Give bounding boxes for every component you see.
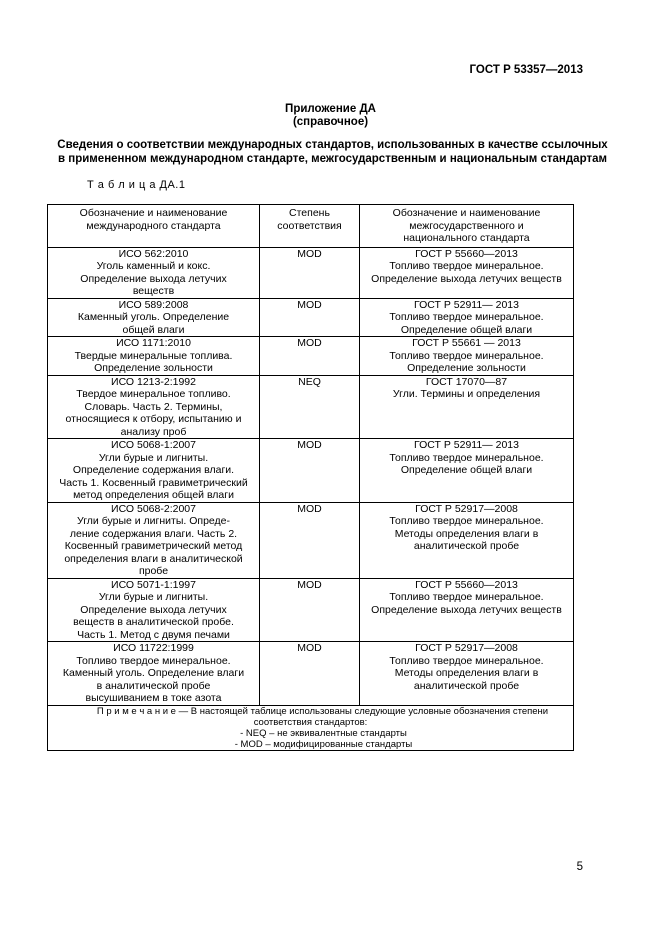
national-standard-cell	[360, 298, 574, 337]
appendix-title: Приложение ДА	[285, 103, 376, 115]
intl-standard-line: анализу проб	[120, 425, 187, 438]
national-standard-cell	[360, 502, 574, 578]
note-item-mod: - MOD – модифицированные стандарты	[234, 738, 413, 750]
intl-standard-line: Часть 1. Косвенный гравиметрический	[59, 476, 248, 489]
header-degree	[260, 205, 360, 248]
degree-cell: MOD	[260, 439, 360, 503]
table-header-row	[48, 205, 574, 248]
national-standard-line: Топливо твердое минеральное.	[389, 515, 544, 527]
national-standard-line: Определение выхода летучих веществ	[371, 272, 562, 285]
table-row	[48, 298, 574, 337]
header-line: Обозначение и наименование	[79, 207, 228, 219]
table-row	[48, 439, 574, 503]
national-standard-line: Определение общей влаги	[400, 323, 533, 336]
intl-standard-cell	[48, 439, 260, 503]
table-row	[48, 337, 574, 376]
national-standard-line: ГОСТ Р 55660—2013	[415, 247, 518, 260]
degree-cell: MOD	[260, 337, 360, 376]
intl-standard-line: ИСО 5068-1:2007	[111, 439, 196, 451]
national-standard-line: ГОСТ 17070—87	[425, 375, 508, 388]
intl-standard-line: Определение выхода летучих	[80, 272, 227, 285]
page-number: 5	[576, 861, 583, 873]
header-line: международного стандарта	[86, 219, 221, 232]
intl-standard-cell	[48, 642, 260, 706]
header-line: Обозначение и наименование	[392, 207, 541, 219]
intl-standard-cell	[48, 375, 260, 439]
section-title-line-1: Сведения о соответствии международных стандартов, использованных в качестве ссылочных	[57, 139, 608, 151]
national-standard-cell	[360, 578, 574, 642]
header-national-standard	[360, 205, 574, 248]
header-line: Степень	[289, 207, 330, 219]
national-standard-line: Топливо твердое минеральное.	[389, 654, 544, 667]
national-standard-line: ГОСТ Р 55660—2013	[415, 578, 518, 591]
intl-standard-cell	[48, 578, 260, 642]
degree-cell: MOD	[260, 578, 360, 642]
intl-standard-line: Угли бурые и лигниты. Опреде-	[77, 515, 230, 527]
table-label: Т а б л и ц а ДА.1	[87, 179, 186, 191]
national-standard-line: Топливо твердое минеральное.	[389, 349, 544, 362]
national-standard-line: Методы определения влаги в	[394, 667, 539, 679]
intl-standard-line: Угли бурые и лигниты.	[98, 591, 209, 603]
intl-standard-line: ИСО 1171:2010	[116, 337, 191, 349]
note-item-neq: - NEQ – не эквивалентные стандарты	[240, 727, 407, 739]
intl-standard-cell	[48, 502, 260, 578]
intl-standard-line: веществ	[132, 285, 175, 297]
table-row	[48, 502, 574, 578]
appendix-subtitle: (справочное)	[292, 116, 369, 128]
intl-standard-line: ИСО 1213-2:1992	[111, 375, 196, 388]
national-standard-line: ГОСТ Р 55661 — 2013	[412, 337, 521, 349]
national-standard-line: Топливо твердое минеральное.	[389, 591, 544, 603]
intl-standard-line: Определение содержания влаги.	[72, 464, 235, 476]
intl-standard-line: Определение выхода летучих	[80, 603, 227, 616]
national-standard-line: Определение зольности	[407, 362, 526, 374]
intl-standard-line: в аналитической пробе	[96, 679, 211, 692]
national-standard-line: аналитической пробе	[413, 540, 520, 552]
header-line: межгосударственного и	[409, 219, 524, 232]
intl-standard-line: ИСО 562:2010	[118, 247, 189, 260]
section-title	[40, 138, 625, 166]
national-standard-cell	[360, 247, 574, 298]
header-intl-standard	[48, 205, 260, 248]
intl-standard-line: метод определения общей влаги	[73, 489, 234, 501]
table-note	[48, 705, 574, 750]
table-row	[48, 247, 574, 298]
intl-standard-line: относящиеся к отбору, испытанию и	[65, 413, 242, 425]
intl-standard-line: ИСО 11722:1999	[113, 642, 194, 654]
degree-cell: MOD	[260, 502, 360, 578]
national-standard-line: ГОСТ Р 52917—2008	[415, 642, 518, 654]
note-line-2: соответствия стандартов:	[253, 716, 368, 728]
national-standard-line: Топливо твердое минеральное.	[389, 451, 544, 464]
note-line-1: П р и м е ч а н и е — В настоящей таблице использованы следующие условные обозначения степени	[96, 705, 549, 717]
national-standard-line: ГОСТ Р 52917—2008	[415, 502, 518, 515]
header-line: соответствия	[277, 219, 342, 232]
appendix-heading	[0, 103, 661, 129]
intl-standard-line: Часть 1. Метод с двумя печами	[77, 628, 230, 641]
national-standard-line: аналитической пробе	[413, 679, 520, 692]
intl-standard-line: ИСО 5071-1:1997	[111, 578, 196, 591]
national-standard-cell	[360, 439, 574, 503]
national-standard-line: Угли. Термины и определения	[392, 388, 541, 400]
intl-standard-line: ИСО 589:2008	[118, 298, 189, 311]
intl-standard-line: ление содержания влаги. Часть 2.	[69, 527, 238, 540]
national-standard-line: Определение выхода летучих веществ	[371, 603, 562, 616]
table-row	[48, 642, 574, 706]
degree-cell: NEQ	[260, 375, 360, 439]
table-row	[48, 375, 574, 439]
national-standard-cell	[360, 375, 574, 439]
intl-standard-line: высушиванием в токе азота	[85, 692, 222, 704]
intl-standard-line: пробе	[138, 565, 169, 577]
intl-standard-line: определения влаги в аналитической	[64, 552, 243, 565]
section-title-line-2: в примененном международном стандарте, межгосударственным и национальным стандартам	[57, 153, 607, 165]
intl-standard-line: Уголь каменный и кокс.	[96, 260, 211, 272]
intl-standard-line: ИСО 5068-2:2007	[111, 502, 196, 515]
intl-standard-line: Косвенный гравиметрический метод	[64, 540, 243, 552]
national-standard-line: Топливо твердое минеральное.	[389, 260, 544, 272]
national-standard-cell	[360, 642, 574, 706]
table-note-row	[48, 705, 574, 750]
intl-standard-line: Топливо твердое минеральное.	[76, 654, 231, 667]
intl-standard-line: Твердые минеральные топлива.	[74, 349, 233, 362]
table-row	[48, 578, 574, 642]
intl-standard-cell	[48, 247, 260, 298]
intl-standard-line: Каменный уголь. Определение	[77, 311, 230, 323]
national-standard-line: Методы определения влаги в	[394, 527, 539, 540]
degree-cell: MOD	[260, 247, 360, 298]
intl-standard-line: Определение зольности	[94, 362, 213, 374]
intl-standard-cell	[48, 337, 260, 376]
intl-standard-line: Каменный уголь. Определение влаги	[62, 667, 245, 679]
intl-standard-line: Угли бурые и лигниты.	[98, 451, 209, 464]
correspondence-table	[47, 204, 574, 751]
intl-standard-line: веществ в аналитической пробе.	[73, 616, 234, 628]
degree-cell: MOD	[260, 642, 360, 706]
document-number-header: ГОСТ Р 53357—2013	[469, 64, 583, 76]
intl-standard-line: Твердое минеральное топливо.	[76, 388, 231, 400]
header-line: национального стандарта	[403, 232, 530, 244]
intl-standard-line: Словарь. Часть 2. Термины,	[84, 400, 223, 413]
national-standard-cell	[360, 337, 574, 376]
national-standard-line: Определение общей влаги	[400, 464, 533, 476]
intl-standard-line: общей влаги	[122, 323, 185, 336]
national-standard-line: ГОСТ Р 52911— 2013	[414, 298, 519, 311]
national-standard-line: ГОСТ Р 52911— 2013	[414, 439, 519, 451]
degree-cell: MOD	[260, 298, 360, 337]
national-standard-line: Топливо твердое минеральное.	[389, 311, 544, 323]
intl-standard-cell	[48, 298, 260, 337]
